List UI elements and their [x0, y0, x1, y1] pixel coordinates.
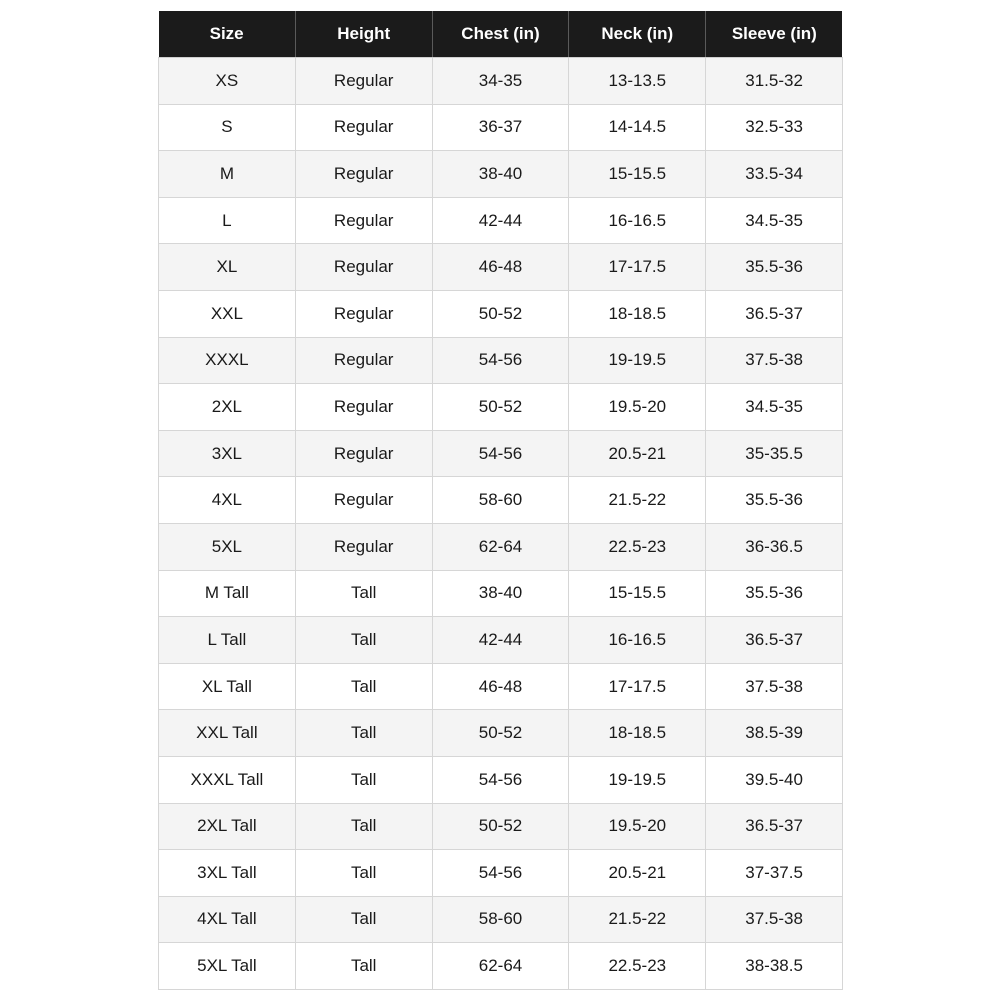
cell-neck: 20.5-21: [569, 430, 706, 477]
cell-height: Tall: [295, 570, 432, 617]
header-size: Size: [159, 11, 296, 58]
table-header: [159, 11, 843, 58]
cell-sleeve: 35.5-36: [706, 244, 843, 291]
cell-size: 3XL: [159, 430, 296, 477]
header-height: Height: [295, 11, 432, 58]
cell-height: Tall: [295, 710, 432, 757]
cell-size: XXL: [159, 290, 296, 337]
cell-neck: 14-14.5: [569, 104, 706, 151]
cell-sleeve: 37-37.5: [706, 850, 843, 897]
cell-size: XL Tall: [159, 663, 296, 710]
cell-size: XS: [159, 58, 296, 105]
table-row: [159, 523, 843, 570]
cell-size: M Tall: [159, 570, 296, 617]
cell-sleeve: 34.5-35: [706, 197, 843, 244]
header-row: [159, 11, 843, 58]
cell-neck: 22.5-23: [569, 523, 706, 570]
cell-height: Regular: [295, 244, 432, 291]
cell-neck: 15-15.5: [569, 151, 706, 198]
cell-height: Regular: [295, 477, 432, 524]
cell-neck: 21.5-22: [569, 896, 706, 943]
table-row: [159, 850, 843, 897]
cell-sleeve: 36.5-37: [706, 290, 843, 337]
cell-chest: 38-40: [432, 570, 569, 617]
cell-size: 4XL: [159, 477, 296, 524]
table-row: [159, 756, 843, 803]
cell-height: Regular: [295, 151, 432, 198]
cell-height: Tall: [295, 803, 432, 850]
cell-height: Regular: [295, 197, 432, 244]
cell-chest: 58-60: [432, 477, 569, 524]
cell-sleeve: 34.5-35: [706, 384, 843, 431]
cell-neck: 13-13.5: [569, 58, 706, 105]
cell-sleeve: 35.5-36: [706, 477, 843, 524]
table-row: [159, 197, 843, 244]
table-row: [159, 58, 843, 105]
cell-chest: 34-35: [432, 58, 569, 105]
cell-size: 2XL: [159, 384, 296, 431]
cell-size: XXXL: [159, 337, 296, 384]
cell-height: Tall: [295, 896, 432, 943]
cell-sleeve: 37.5-38: [706, 663, 843, 710]
size-chart-table: [158, 11, 843, 990]
cell-size: L: [159, 197, 296, 244]
cell-chest: 50-52: [432, 710, 569, 757]
table-row: [159, 430, 843, 477]
cell-height: Regular: [295, 290, 432, 337]
cell-size: 3XL Tall: [159, 850, 296, 897]
cell-neck: 20.5-21: [569, 850, 706, 897]
table-row: [159, 617, 843, 664]
cell-chest: 42-44: [432, 197, 569, 244]
cell-chest: 42-44: [432, 617, 569, 664]
table-row: [159, 943, 843, 990]
cell-chest: 54-56: [432, 756, 569, 803]
cell-chest: 62-64: [432, 523, 569, 570]
cell-height: Regular: [295, 430, 432, 477]
cell-neck: 18-18.5: [569, 290, 706, 337]
cell-neck: 19-19.5: [569, 337, 706, 384]
table-row: [159, 710, 843, 757]
cell-neck: 18-18.5: [569, 710, 706, 757]
cell-sleeve: 33.5-34: [706, 151, 843, 198]
cell-sleeve: 39.5-40: [706, 756, 843, 803]
cell-sleeve: 35.5-36: [706, 570, 843, 617]
cell-height: Regular: [295, 104, 432, 151]
cell-height: Tall: [295, 850, 432, 897]
cell-chest: 46-48: [432, 663, 569, 710]
table-body: [159, 58, 843, 990]
cell-sleeve: 32.5-33: [706, 104, 843, 151]
cell-height: Tall: [295, 943, 432, 990]
cell-size: M: [159, 151, 296, 198]
cell-size: 5XL: [159, 523, 296, 570]
table-row: [159, 290, 843, 337]
table-row: [159, 663, 843, 710]
cell-size: 5XL Tall: [159, 943, 296, 990]
cell-neck: 15-15.5: [569, 570, 706, 617]
cell-height: Tall: [295, 617, 432, 664]
cell-chest: 38-40: [432, 151, 569, 198]
cell-chest: 50-52: [432, 384, 569, 431]
cell-neck: 16-16.5: [569, 617, 706, 664]
cell-size: L Tall: [159, 617, 296, 664]
cell-chest: 62-64: [432, 943, 569, 990]
table-row: [159, 244, 843, 291]
cell-neck: 17-17.5: [569, 663, 706, 710]
cell-sleeve: 35-35.5: [706, 430, 843, 477]
cell-neck: 16-16.5: [569, 197, 706, 244]
cell-size: XXXL Tall: [159, 756, 296, 803]
cell-sleeve: 36.5-37: [706, 617, 843, 664]
table-row: [159, 337, 843, 384]
cell-size: S: [159, 104, 296, 151]
cell-sleeve: 38-38.5: [706, 943, 843, 990]
cell-height: Regular: [295, 523, 432, 570]
cell-sleeve: 36.5-37: [706, 803, 843, 850]
cell-neck: 19.5-20: [569, 803, 706, 850]
cell-size: 2XL Tall: [159, 803, 296, 850]
cell-neck: 19.5-20: [569, 384, 706, 431]
table-row: [159, 384, 843, 431]
cell-sleeve: 36-36.5: [706, 523, 843, 570]
cell-chest: 36-37: [432, 104, 569, 151]
cell-chest: 50-52: [432, 290, 569, 337]
cell-neck: 19-19.5: [569, 756, 706, 803]
header-chest: Chest (in): [432, 11, 569, 58]
cell-sleeve: 37.5-38: [706, 896, 843, 943]
cell-chest: 46-48: [432, 244, 569, 291]
cell-neck: 17-17.5: [569, 244, 706, 291]
cell-height: Tall: [295, 756, 432, 803]
cell-chest: 54-56: [432, 430, 569, 477]
header-sleeve: Sleeve (in): [706, 11, 843, 58]
table-row: [159, 151, 843, 198]
cell-chest: 54-56: [432, 850, 569, 897]
cell-height: Regular: [295, 58, 432, 105]
cell-size: XXL Tall: [159, 710, 296, 757]
table-row: [159, 896, 843, 943]
cell-neck: 22.5-23: [569, 943, 706, 990]
cell-chest: 54-56: [432, 337, 569, 384]
cell-sleeve: 31.5-32: [706, 58, 843, 105]
cell-chest: 50-52: [432, 803, 569, 850]
cell-height: Regular: [295, 337, 432, 384]
cell-sleeve: 37.5-38: [706, 337, 843, 384]
cell-chest: 58-60: [432, 896, 569, 943]
table-row: [159, 570, 843, 617]
cell-size: 4XL Tall: [159, 896, 296, 943]
cell-size: XL: [159, 244, 296, 291]
cell-height: Regular: [295, 384, 432, 431]
cell-height: Tall: [295, 663, 432, 710]
table-row: [159, 104, 843, 151]
cell-neck: 21.5-22: [569, 477, 706, 524]
cell-sleeve: 38.5-39: [706, 710, 843, 757]
table-row: [159, 803, 843, 850]
table-row: [159, 477, 843, 524]
header-neck: Neck (in): [569, 11, 706, 58]
